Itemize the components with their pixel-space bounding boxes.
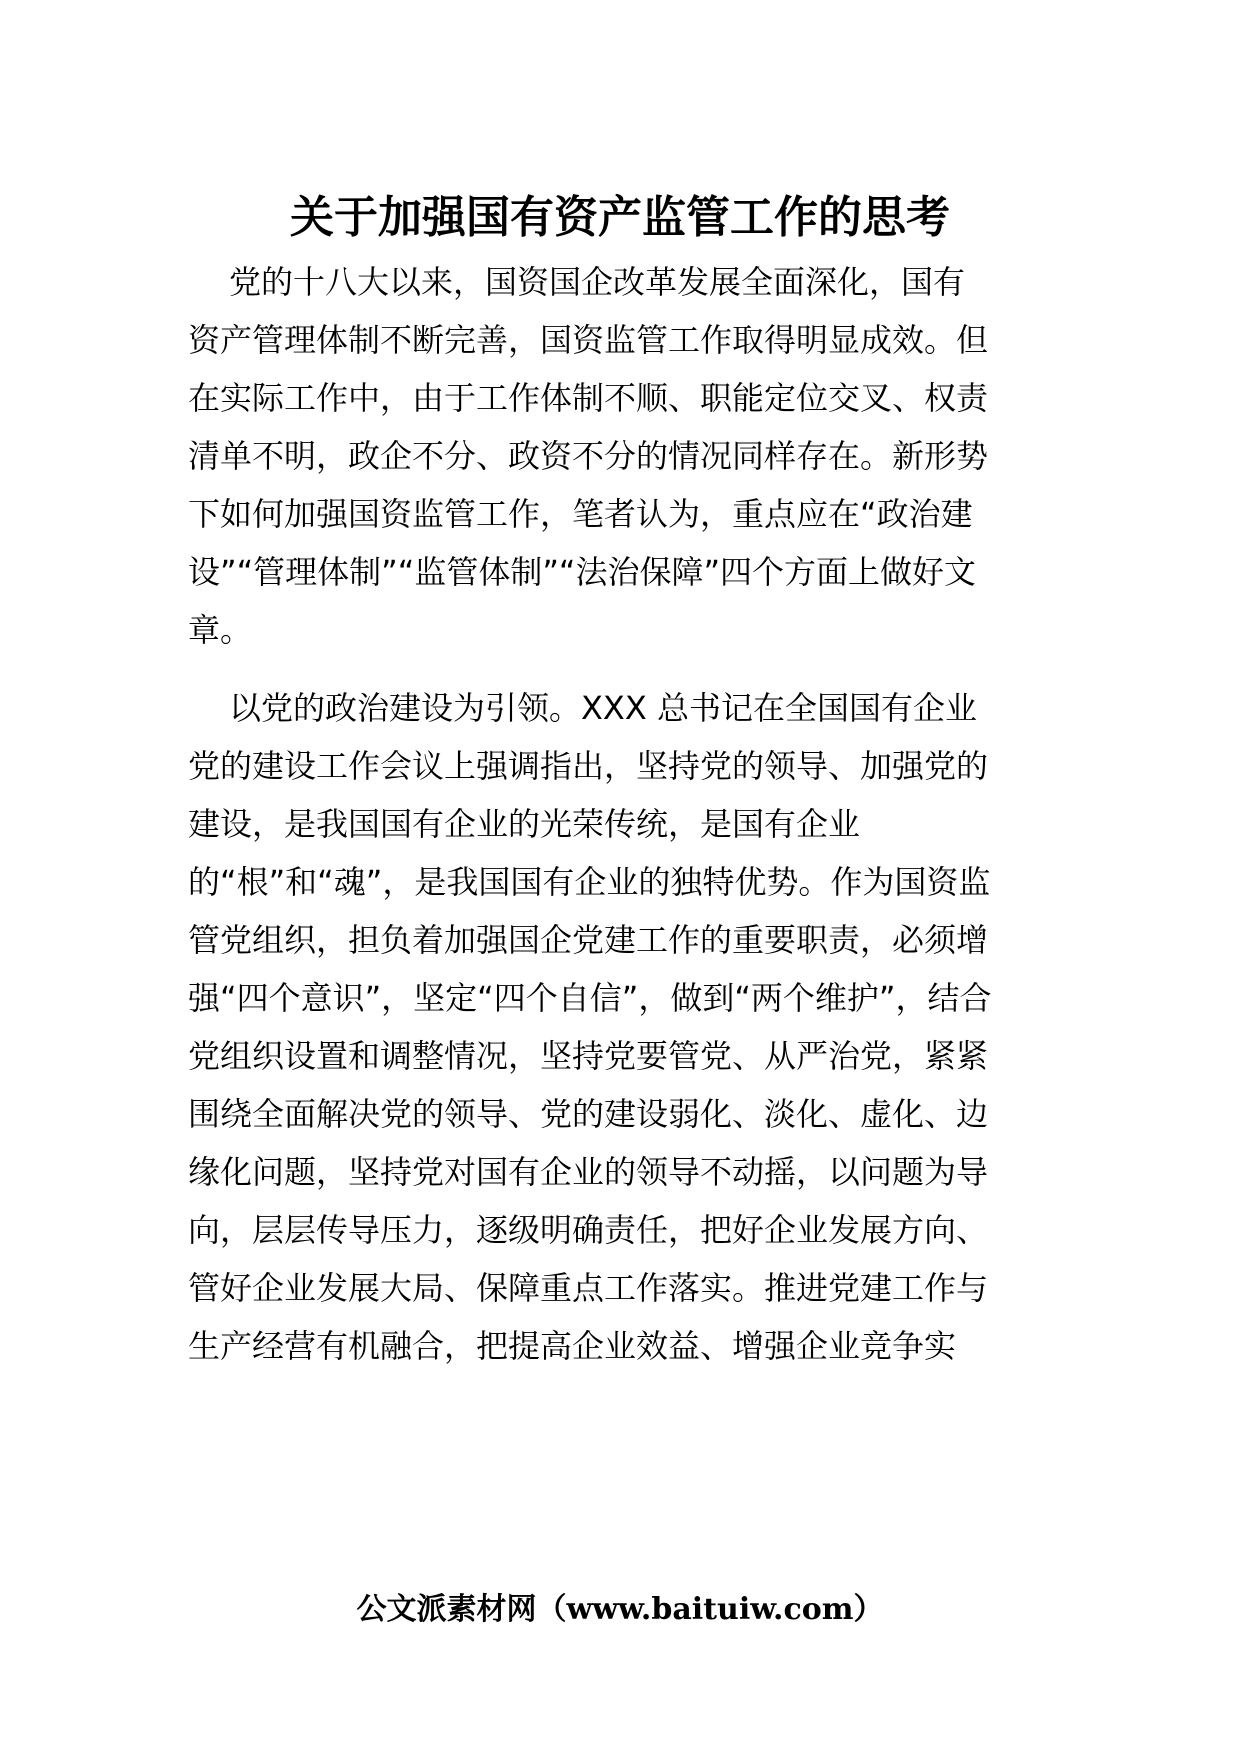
paragraph-1-line-5: 下如何加强国资监管工作，笔者认为，重点应在“政治建 [188,495,973,533]
paragraph-2-line-3: 建设，是我国国有企业的光荣传统，是国有企业 [188,805,861,843]
paragraph-1-line-3: 在实际工作中，由于工作体制不顺、职能定位交叉、权责 [188,379,989,417]
paragraph-2-line-8: 围绕全面解决党的领导、党的建设弱化、淡化、虚化、边 [188,1095,989,1133]
paragraph-2-line-12: 生产经营有机融合，把提高企业效益、增强企业竞争实 [188,1327,957,1365]
paragraph-1-line-4: 清单不明，政企不分、政资不分的情况同样存在。新形势 [188,437,989,475]
paragraph-1-line-7: 章。 [188,611,253,649]
paragraph-2-line-10: 向，层层传导压力，逐级明确责任，把好企业发展方向、 [188,1211,989,1249]
paragraph-1-line-6: 设”“管理体制”“监管体制”“法治保障”四个方面上做好文 [188,553,977,591]
paragraph-2-line-7: 党组织设置和调整情况，坚持党要管党、从严治党，紧紧 [188,1037,989,1075]
paragraph-2-line-1: 以党的政治建设为引领。XXX 总书记在全国国有企业 [229,689,977,727]
paragraph-2-line-2: 党的建设工作会议上强调指出，坚持党的领导、加强党的 [188,747,989,785]
paragraph-2-line-6: 强“四个意识”，坚定“四个自信”，做到“两个维护”，结合 [188,979,992,1017]
paragraph-2-line-4: 的“根”和“魂”，是我国国有企业的独特优势。作为国资监 [188,863,991,901]
paragraph-2-line-5: 管党组织，担负着加强国企党建工作的重要职责，必须增 [188,921,989,959]
paragraph-1-line-1: 党的十八大以来，国资国企改革发展全面深化，国有 [229,263,966,301]
paragraph-2-line-9: 缘化问题，坚持党对国有企业的领导不动摇，以问题为导 [188,1153,989,1191]
document-title: 关于加强国有资产监管工作的思考 [290,192,950,243]
footer-source: 公文派素材网（www.baituiw.com） [356,1592,884,1627]
paragraph-2-line-11: 管好企业发展大局、保障重点工作落实。推进党建工作与 [188,1269,989,1307]
paragraph-1-line-2: 资产管理体制不断完善，国资监管工作取得明显成效。但 [188,321,989,359]
